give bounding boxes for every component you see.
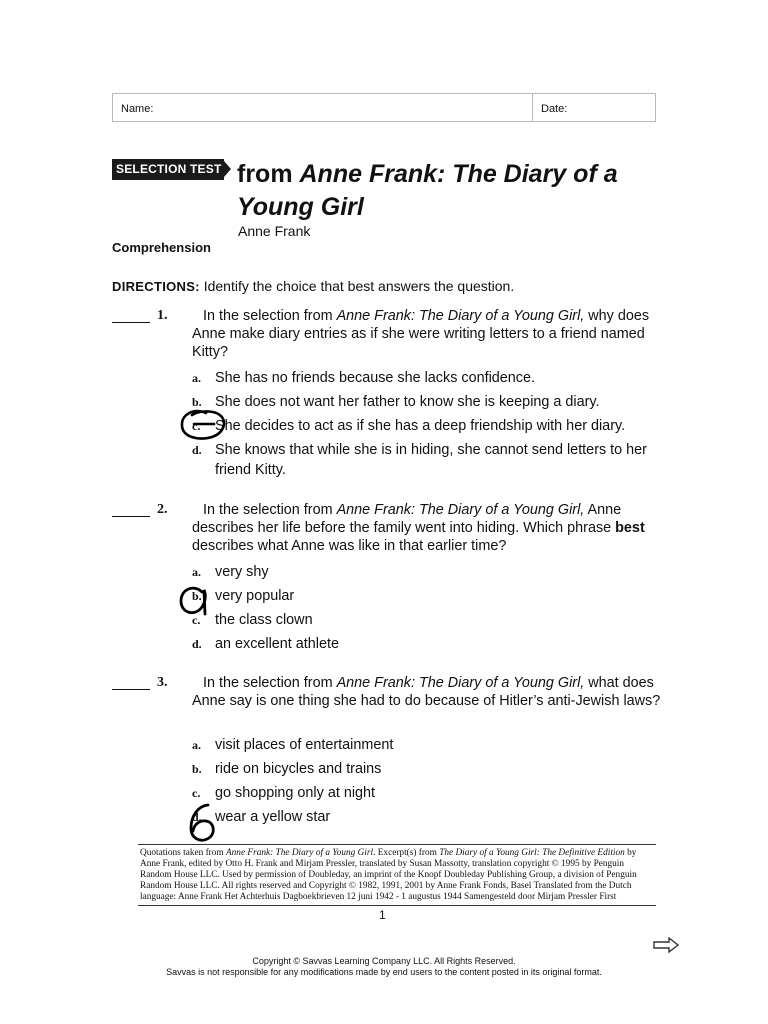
stem-text: In the selection from — [203, 675, 337, 691]
question-stem — [192, 674, 662, 710]
option-letter: d. — [192, 810, 202, 824]
option-text: very popular — [215, 588, 295, 604]
page-number: 1 — [379, 908, 386, 922]
section-label: Comprehension — [112, 240, 211, 255]
option-text: ride on bicycles and trains — [215, 761, 382, 777]
stem-title: Anne Frank: The Diary of a Young Girl, — [336, 308, 585, 324]
arrow-right-icon[interactable] — [652, 937, 680, 953]
option-letter: a. — [192, 738, 201, 752]
stem-text: why does Anne make diary entries as if she were writing letters to a friend named Kitty? — [192, 308, 650, 360]
stem-text: In the selection from — [203, 502, 337, 518]
option-text: go shopping only at night — [215, 785, 376, 801]
copyright-line: Copyright © Savvas Learning Company LLC. All Rights Reserved. — [252, 956, 516, 966]
stem-text: what does Anne say is one thing she had to do because of Hitler’s anti-Jewish laws? — [192, 675, 661, 709]
copyright-notice — [0, 956, 768, 978]
option-letter: b. — [192, 589, 202, 603]
option-letter: c. — [192, 419, 201, 433]
option-letter: a. — [192, 565, 201, 579]
option-text: She does not want her father to know she is keeping a diary. — [215, 394, 600, 410]
question-stem — [192, 307, 662, 361]
option-letter: a. — [192, 371, 201, 385]
author: Anne Frank — [238, 223, 311, 239]
citation-footnote — [138, 844, 656, 906]
directions — [112, 278, 514, 294]
stem-text: Anne describes her life before the family went into hiding. Which phrase — [192, 502, 622, 536]
option-letter: d. — [192, 637, 202, 651]
date-label: Date: — [541, 103, 568, 115]
footnote-text: Quotations taken from — [140, 848, 226, 858]
name-field[interactable] — [113, 94, 533, 121]
option-text: visit places of entertainment — [215, 737, 394, 753]
answer-blank-3[interactable] — [112, 689, 150, 690]
answer-blank-2[interactable] — [112, 516, 150, 517]
question-number: 3. — [157, 675, 168, 690]
directions-text: Identify the choice that best answers the question. — [199, 278, 515, 294]
option-text: wear a yellow star — [215, 809, 331, 825]
question-stem — [192, 501, 662, 555]
option-text: an excellent athlete — [215, 636, 340, 652]
stem-emphasis: best — [615, 520, 645, 536]
option-text: very shy — [215, 564, 269, 580]
option-letter: c. — [192, 613, 201, 627]
footnote-title: Anne Frank: The Diary of a Young Girl — [225, 848, 374, 858]
badge-arrow-icon — [224, 161, 231, 177]
name-date-box — [112, 93, 656, 122]
footnote-text: . Excerpt(s) from — [373, 848, 440, 858]
option-text: the class clown — [215, 612, 313, 628]
name-label: Name: — [121, 103, 154, 115]
option-letter: b. — [192, 762, 202, 776]
question-number: 2. — [157, 502, 168, 517]
option-text: She has no friends because she lacks confidence. — [215, 370, 535, 386]
directions-label: DIRECTIONS: — [112, 279, 200, 294]
stem-text: describes what Anne was like in that earlier time? — [192, 538, 507, 554]
title-prefix: from — [237, 160, 300, 188]
selection-test-badge: SELECTION TEST — [112, 159, 224, 180]
question-number: 1. — [157, 308, 168, 323]
stem-title: Anne Frank: The Diary of a Young Girl, — [336, 675, 585, 691]
footnote-title: The Diary of a Young Girl: The Definitive Edition — [439, 848, 625, 858]
option-letter: b. — [192, 395, 202, 409]
date-field[interactable] — [533, 94, 655, 121]
title-italic: Anne Frank: The Diary of a Young Girl — [237, 160, 618, 221]
option-text: She knows that while she is in hiding, she cannot send letters to her friend Kitty. — [215, 442, 647, 478]
option-letter: c. — [192, 786, 201, 800]
stem-title: Anne Frank: The Diary of a Young Girl, — [336, 502, 585, 518]
disclaimer-line: Savvas is not responsible for any modifications made by end users to the content posted in its original format. — [166, 967, 602, 977]
stem-text: In the selection from — [203, 308, 337, 324]
option-letter: d. — [192, 443, 202, 457]
answer-blank-1[interactable] — [112, 322, 150, 323]
page-title — [237, 158, 657, 224]
option-text: She decides to act as if she has a deep friendship with her diary. — [215, 418, 626, 434]
footnote-text: by Anne Frank, edited by Otto H. Frank and Mirjam Pressler, translated by Susan Massotty, translation copyright © 1995 by Penguin Random House LLC. Used by permission of Doubleday, an imprint of the Knopf Doubleday Publishing Group, a division of Penguin Random House LLC. All rights reserved and Copyright © 1982, 1991, 2001 by Anne Frank Fonds, Basel Translated from the Dutch language: Anne Frank Het Achterhuis Dagboekbrieven 12 juni 1942 - 1 augustus 1944 Samengesteld door Mirjam Pressler First — [140, 848, 637, 902]
